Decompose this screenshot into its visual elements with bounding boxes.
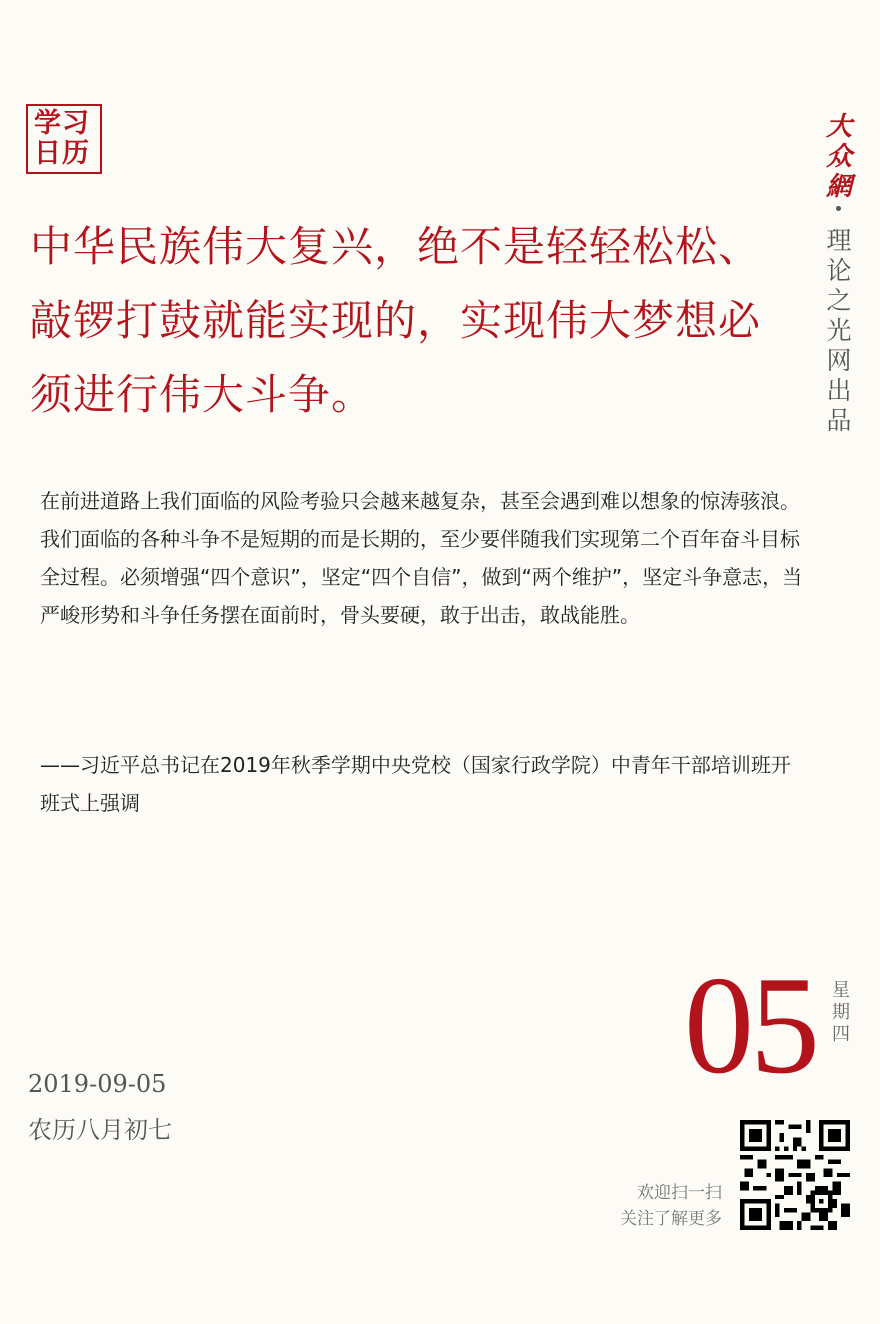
- tagline-char: 理: [826, 226, 852, 255]
- lunar-date: 农历八月初七: [28, 1116, 172, 1144]
- tagline-char: 出: [826, 376, 852, 405]
- tagline-char: 论: [826, 256, 852, 285]
- brand-tagline: [822, 226, 856, 436]
- logo-line-1: 学习: [34, 108, 90, 139]
- tagline-char: 品: [826, 406, 852, 435]
- weekday-label: [830, 980, 852, 1046]
- scan-line-2: 关注了解更多: [620, 1209, 722, 1229]
- weekday-char: 期: [832, 1002, 850, 1023]
- tagline-char: 之: [826, 286, 852, 315]
- brand-char: 網: [825, 172, 852, 202]
- tagline-char: 网: [826, 346, 852, 375]
- tagline-char: 光: [826, 316, 852, 345]
- full-date: 2019-09-05: [28, 1070, 167, 1098]
- quote-source: ——习近平总书记在2019年秋季学期中央党校（国家行政学院）中青年干部培训班开班式上强调: [40, 753, 791, 815]
- qr-code-icon[interactable]: [740, 1120, 850, 1230]
- day-number: 05: [684, 948, 816, 1103]
- brand-char: 大: [825, 112, 852, 142]
- headline-quote: 中华民族伟大复兴，绝不是轻轻松松、敲锣打鼓就能实现的，实现伟大梦想必须进行伟大斗争。: [30, 222, 762, 419]
- brand-char: 众: [825, 142, 852, 172]
- body-paragraph: 在前进道路上我们面临的风险考验只会越来越复杂，甚至会遇到难以想象的惊涛骇浪。我们面临的各种斗争不是短期的而是长期的，至少要伴随我们实现第二个百年奋斗目标全过程。必须增强“四个意识”，坚定“四个自信”，做到“两个维护”，坚定斗争意志，当严峻形势和斗争任务摆在面前时，骨头要硬，敢于出击，敢战能胜。: [40, 489, 803, 627]
- brand-logo: [822, 112, 856, 202]
- scan-line-1: 欢迎扫一扫: [637, 1183, 722, 1203]
- study-calendar-logo: [26, 104, 102, 174]
- separator-dot: [836, 206, 841, 211]
- scan-prompt: [600, 1180, 722, 1232]
- weekday-char: 四: [832, 1024, 850, 1045]
- weekday-char: 星: [832, 980, 850, 1001]
- logo-line-2: 日历: [34, 138, 90, 169]
